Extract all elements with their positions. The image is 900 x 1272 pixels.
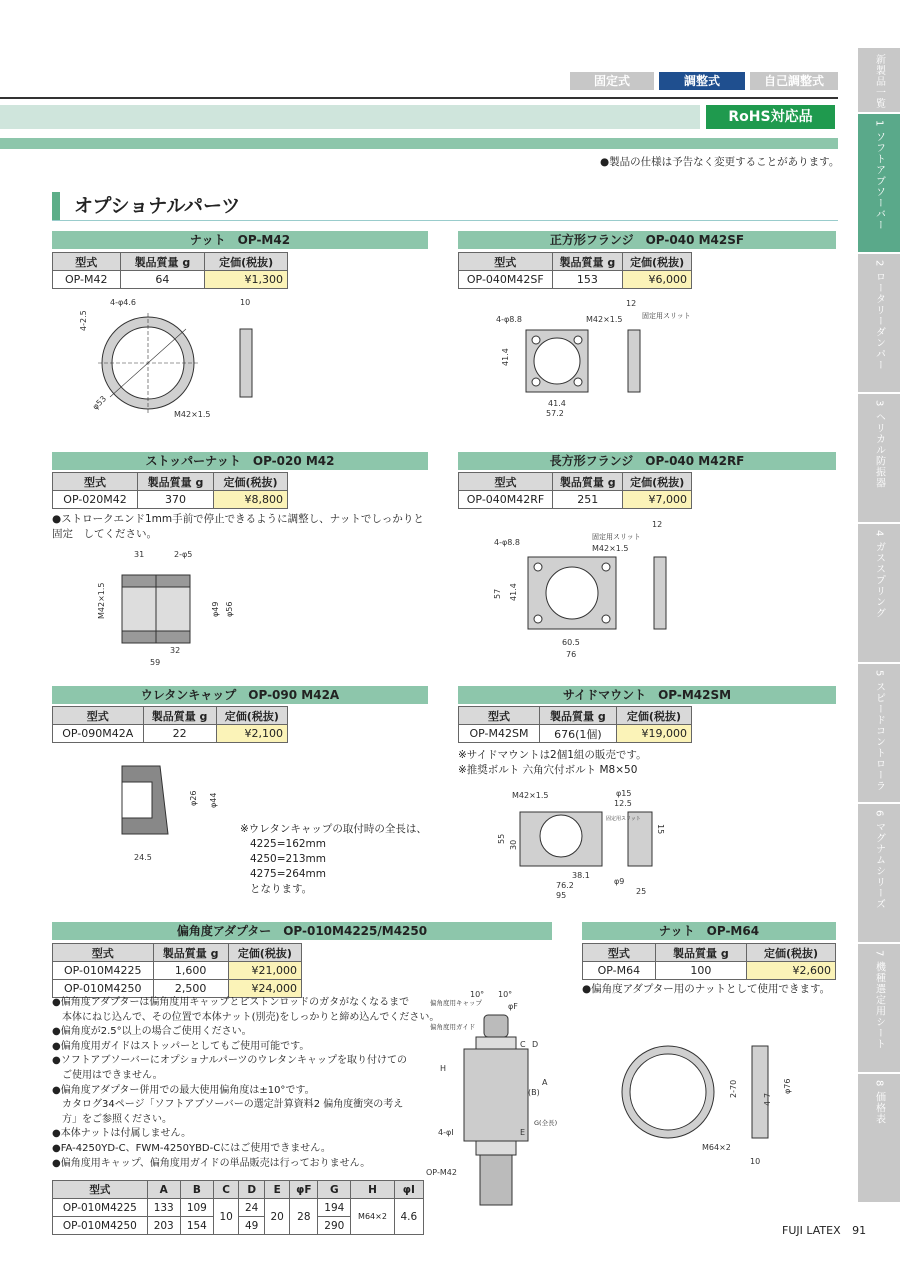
- table-row: [583, 962, 836, 980]
- note-line: ●本体ナットは付属しません。: [52, 1128, 192, 1140]
- cell-price: ¥24,000: [228, 980, 301, 998]
- sidebar-item-helical[interactable]: [858, 394, 900, 524]
- cell-model: OP-M42: [53, 271, 121, 289]
- note-line: ●偏角度アダプターは偏角度用キャップとピストンロッドのガタがなくなるまで: [52, 997, 410, 1008]
- dim-label: 4-φ4.6: [110, 298, 136, 307]
- sidebar-item-new[interactable]: [858, 48, 900, 114]
- cell-price: ¥21,000: [228, 962, 301, 980]
- cell-model: OP-010M4225: [53, 962, 154, 980]
- note-line: ●偏角度アダプター併用での最大使用偏角度は±10°です。: [52, 1084, 315, 1096]
- dim-label: 10: [240, 298, 251, 307]
- col-model: 型式: [459, 707, 540, 725]
- table-row: [53, 491, 288, 509]
- dim-label: φ26: [189, 790, 198, 806]
- dim-label: (B): [528, 1088, 540, 1097]
- dim-label: 2-φ5: [174, 550, 193, 559]
- dim-label: 59: [150, 658, 161, 667]
- cell: 10: [213, 1199, 239, 1235]
- dim-label: 60.5: [562, 638, 580, 647]
- drawing-urethane: [100, 760, 230, 870]
- dim-label: D: [532, 1040, 539, 1049]
- dim-label: 10°: [498, 990, 513, 999]
- cell-model: OP-M64: [583, 962, 656, 980]
- dim-label: 76: [566, 650, 577, 659]
- col-model: 型式: [53, 473, 138, 491]
- product-header-side-mount: サイドマウント OP-M42SM: [458, 686, 836, 704]
- note-line: 本体にねじ込んで、その位置で本体ナット(別売)をしっかりと締め込んでください。: [52, 1011, 440, 1023]
- sidebar-item-magnum[interactable]: [858, 804, 900, 944]
- col-mass: 製品質量 g: [552, 253, 623, 271]
- tab-self-adjust[interactable]: 自己調整式: [750, 72, 838, 90]
- col-header: G: [318, 1181, 351, 1199]
- dim-label: G(全長): [534, 1119, 558, 1127]
- cell-model: OP-040M42RF: [459, 491, 553, 509]
- drawing-angle-adapter: [424, 985, 584, 1210]
- footer-brand: FUJI LATEX: [782, 1224, 841, 1237]
- cell: 24: [239, 1199, 265, 1217]
- page-number: 91: [852, 1224, 867, 1237]
- cell-mass: 370: [138, 491, 214, 509]
- col-header: B: [180, 1181, 213, 1199]
- note-line: ●偏角度用キャップ、偏角度用ガイドの単品販売は行っておりません。: [52, 1157, 371, 1169]
- note-line: 方」をご参照ください。: [52, 1113, 172, 1125]
- dim-table-angle-adapter: [52, 1180, 424, 1235]
- header-band: [0, 105, 700, 129]
- dim-label: 10°: [470, 990, 485, 999]
- drawing-nut-m64: [612, 1030, 812, 1170]
- dim-label: 固定用スリット: [606, 816, 641, 822]
- drawing-side-mount: [492, 790, 682, 902]
- sidebar-label: 1 ソフトアブソーバー: [873, 120, 885, 231]
- dim-label: 41.4: [501, 348, 510, 366]
- top-rule: [0, 97, 838, 99]
- sidebar-item-rotary[interactable]: [858, 254, 900, 394]
- cell: 290: [318, 1217, 351, 1235]
- dim-label: φ9: [614, 877, 625, 886]
- sidebar-item-price[interactable]: [858, 1074, 900, 1204]
- cell-price: ¥7,000: [623, 491, 692, 509]
- table-row: [459, 271, 692, 289]
- drawing-rect-flange: [488, 515, 698, 665]
- dim-label: M42×1.5: [97, 582, 106, 619]
- dim-label: 4-φ8.8: [496, 315, 522, 324]
- dim-label: 12.5: [614, 799, 632, 808]
- dim-label: 30: [509, 839, 518, 850]
- col-header: D: [239, 1181, 265, 1199]
- cell: 20: [264, 1199, 290, 1235]
- sidebar-label: 3 ヘリカル防振器: [873, 400, 885, 489]
- note-line: 4275=264mm: [250, 868, 327, 880]
- cell: OP-010M4250: [53, 1217, 148, 1235]
- product-header-angle-adapter: 偏角度アダプター OP-010M4225/M4250: [52, 922, 552, 940]
- section-rule: [52, 220, 838, 221]
- note-line: ※推奨ボルト 六角穴付ボルト M8×50: [458, 764, 638, 776]
- sidebar-label: 5 スピードコントローラ: [873, 670, 885, 792]
- cell-mass: 2,500: [153, 980, 228, 998]
- dim-label: M42×1.5: [512, 791, 549, 800]
- col-price: 定価(税抜): [747, 944, 836, 962]
- cell-mass: 1,600: [153, 962, 228, 980]
- sidebar-label: 6 マグナムシリーズ: [873, 810, 885, 910]
- dim-label: 固定用スリット: [592, 533, 641, 541]
- note-line: 4225=162mm: [250, 838, 327, 850]
- col-mass: 製品質量 g: [153, 944, 228, 962]
- nut-m64-note: ●偏角度アダプター用のナットとして使用できます。: [582, 983, 831, 995]
- col-model: 型式: [459, 253, 553, 271]
- tab-fixed[interactable]: 固定式: [570, 72, 654, 90]
- tab-adjustable[interactable]: 調整式: [659, 72, 745, 90]
- table-row: [53, 980, 302, 998]
- col-price: 定価(税抜): [623, 253, 692, 271]
- product-header-nut-m42: ナット OP-M42: [52, 231, 428, 249]
- col-price: 定価(税抜): [616, 707, 691, 725]
- col-mass: 製品質量 g: [539, 707, 616, 725]
- product-header-rect-flange: 長方形フランジ OP-040 M42RF: [458, 452, 836, 470]
- col-price: 定価(税抜): [205, 253, 288, 271]
- product-header-urethane: ウレタンキャップ OP-090 M42A: [52, 686, 428, 704]
- sidebar-item-selection[interactable]: [858, 944, 900, 1074]
- note-line: ●偏角度用ガイドはストッパーとしてもご使用可能です。: [52, 1040, 310, 1052]
- cell: 109: [180, 1199, 213, 1217]
- note-line: となります。: [250, 883, 313, 895]
- dim-label: 57.2: [546, 409, 564, 418]
- dim-label: 4-2.5: [79, 310, 88, 331]
- drawing-nut-m42: [80, 295, 280, 425]
- spec-table-stopper: [52, 472, 288, 509]
- table-row: [53, 725, 288, 743]
- col-model: 型式: [53, 707, 144, 725]
- dim-label: 41.4: [548, 399, 566, 408]
- cell: 203: [147, 1217, 180, 1235]
- cell-price: ¥2,600: [747, 962, 836, 980]
- dim-label: 41.4: [509, 583, 518, 601]
- cell-mass: 64: [120, 271, 205, 289]
- dim-label: 55: [497, 833, 506, 844]
- col-price: 定価(税抜): [623, 473, 692, 491]
- table-row: [459, 725, 692, 743]
- cell-price: ¥1,300: [205, 271, 288, 289]
- sidebar-label: 8 価格表: [873, 1080, 885, 1125]
- product-header-sq-flange: 正方形フランジ OP-040 M42SF: [458, 231, 836, 249]
- note-line: ●偏角度が2.5°以上の場合ご使用ください。: [52, 1026, 252, 1038]
- sidebar-item-speed[interactable]: [858, 664, 900, 804]
- dim-label: 15: [656, 824, 665, 835]
- spec-table-nut-m64: [582, 943, 836, 980]
- cell: M64×2: [351, 1199, 394, 1235]
- cell-mass: 251: [553, 491, 623, 509]
- cell-price: ¥2,100: [216, 725, 287, 743]
- dim-label: 偏角度用ガイド: [430, 1023, 476, 1031]
- dim-label: 2-70: [729, 1079, 738, 1098]
- drawing-sq-flange: [490, 298, 700, 423]
- spec-table-sq-flange: [458, 252, 692, 289]
- sidebar-item-absorber[interactable]: [858, 114, 900, 254]
- product-header-stopper: ストッパーナット OP-020 M42: [52, 452, 428, 470]
- cell-model: OP-040M42SF: [459, 271, 553, 289]
- table-row: [53, 271, 288, 289]
- col-header: 型式: [53, 1181, 148, 1199]
- dim-label: 4-7: [763, 1092, 772, 1106]
- note-line: 4250=213mm: [250, 853, 327, 865]
- col-model: 型式: [459, 473, 553, 491]
- note-line: ※サイドマウントは2個1組の販売です。: [458, 749, 647, 761]
- col-header: φI: [394, 1181, 423, 1199]
- cell-price: ¥6,000: [623, 271, 692, 289]
- note-line: ●ソフトアブソーバーにオプショナルパーツのウレタンキャップを取り付けての: [52, 1055, 408, 1067]
- col-header: H: [351, 1181, 394, 1199]
- dim-label: 25: [636, 887, 647, 896]
- note-line: ご使用はできません。: [52, 1069, 163, 1081]
- section-title: オプショナルパーツ: [52, 192, 240, 220]
- sidebar-label: 2 ロータリーダンパー: [873, 260, 885, 371]
- spec-table-urethane: [52, 706, 288, 743]
- col-price: 定価(税抜): [214, 473, 288, 491]
- dim-label: M42×1.5: [174, 410, 211, 419]
- col-model: 型式: [583, 944, 656, 962]
- col-header: E: [264, 1181, 290, 1199]
- col-mass: 製品質量 g: [143, 707, 216, 725]
- col-mass: 製品質量 g: [553, 473, 623, 491]
- dim-label: 10: [750, 1157, 761, 1166]
- cell-mass: 22: [143, 725, 216, 743]
- dim-label: 32: [170, 646, 181, 655]
- stopper-note: ●ストロークエンド1mm手前で停止できるように調整し、ナットでしっかりと固定 してください。: [52, 513, 424, 540]
- cell: 133: [147, 1199, 180, 1217]
- dim-label: 12: [626, 299, 637, 308]
- angle-adapter-notes: [52, 996, 440, 1171]
- dim-label: 24.5: [134, 853, 152, 862]
- dim-label: 固定用スリット: [642, 312, 691, 320]
- cell-price: ¥8,800: [214, 491, 288, 509]
- sidebar-label: 4 ガススプリング: [873, 530, 885, 619]
- footer: [782, 1224, 866, 1237]
- cell-mass: 676(1個): [539, 725, 616, 743]
- dim-label: 4-φI: [438, 1128, 454, 1137]
- urethane-note: [240, 822, 427, 897]
- cell-mass: 100: [655, 962, 746, 980]
- table-row: [459, 491, 692, 509]
- dim-label: φ56: [225, 601, 234, 617]
- col-mass: 製品質量 g: [138, 473, 214, 491]
- cell: 154: [180, 1217, 213, 1235]
- cell-model: OP-M42SM: [459, 725, 540, 743]
- note-line: ●FA-4250YD-C、FWM-4250YBD-Cにはご使用できません。: [52, 1142, 331, 1154]
- dim-label: φ49: [211, 601, 220, 617]
- dim-label: 12: [652, 520, 663, 529]
- cell-mass: 153: [552, 271, 623, 289]
- dim-label: 4-φ8.8: [494, 538, 520, 547]
- col-header: A: [147, 1181, 180, 1199]
- dim-label: φ53: [90, 394, 109, 412]
- dim-label: φ44: [209, 792, 218, 808]
- dim-label: H: [440, 1064, 447, 1073]
- dim-label: M64×2: [702, 1143, 731, 1152]
- header-band-2: [0, 138, 838, 149]
- col-header: φF: [290, 1181, 318, 1199]
- col-header: C: [213, 1181, 239, 1199]
- note-line: カタログ34ページ「ソフトアブソーバーの選定計算資料2 偏角度衝突の考え: [52, 1099, 404, 1111]
- sidebar-label: 7 機種選定用シート: [873, 950, 885, 1050]
- spec-table-side-mount: [458, 706, 692, 743]
- col-model: 型式: [53, 253, 121, 271]
- dim-label: 95: [556, 891, 567, 900]
- spec-table-nut-m42: [52, 252, 288, 289]
- cell-model: OP-090M42A: [53, 725, 144, 743]
- dim-label: φ15: [616, 789, 632, 798]
- col-model: 型式: [53, 944, 154, 962]
- cell-model: OP-020M42: [53, 491, 138, 509]
- col-price: 定価(税抜): [228, 944, 301, 962]
- cell: 28: [290, 1199, 318, 1235]
- sidebar-label: 新製品一覧: [873, 54, 885, 109]
- sidebar-item-gas[interactable]: [858, 524, 900, 664]
- cell-price: ¥19,000: [616, 725, 691, 743]
- dim-label: M42×1.5: [592, 544, 629, 553]
- col-price: 定価(税抜): [216, 707, 287, 725]
- cell: 194: [318, 1199, 351, 1217]
- spec-table-rect-flange: [458, 472, 692, 509]
- col-mass: 製品質量 g: [655, 944, 746, 962]
- table-row: [53, 962, 302, 980]
- dim-label: C: [520, 1040, 526, 1049]
- dim-label: φ76: [783, 1078, 792, 1094]
- dim-label: M42×1.5: [586, 315, 623, 324]
- dim-label: OP-M42: [426, 1168, 457, 1177]
- drawing-stopper: [86, 545, 246, 670]
- side-mount-note: [458, 748, 647, 778]
- rohs-badge: RoHS対応品: [706, 105, 835, 129]
- spec-notice: ●製品の仕様は予告なく変更することがあります。: [600, 156, 840, 168]
- dim-label: 偏角度用キャップ: [430, 999, 482, 1007]
- dim-label: E: [520, 1128, 526, 1137]
- dim-label: 31: [134, 550, 145, 559]
- product-header-nut-m64: ナット OP-M64: [582, 922, 836, 940]
- dim-label: φF: [508, 1002, 518, 1011]
- table-row: [53, 1199, 424, 1217]
- cell: 4.6: [394, 1199, 423, 1235]
- cell: 49: [239, 1217, 265, 1235]
- cell-model: OP-010M4250: [53, 980, 154, 998]
- dim-label: A: [542, 1078, 548, 1087]
- dim-label: 76.2: [556, 881, 574, 890]
- dim-label: 38.1: [572, 871, 590, 880]
- spec-table-angle-adapter: [52, 943, 302, 998]
- cell: OP-010M4225: [53, 1199, 148, 1217]
- dim-label: 57: [493, 588, 502, 599]
- note-line: ※ウレタンキャップの取付時の全長は、: [240, 823, 427, 835]
- col-mass: 製品質量 g: [120, 253, 205, 271]
